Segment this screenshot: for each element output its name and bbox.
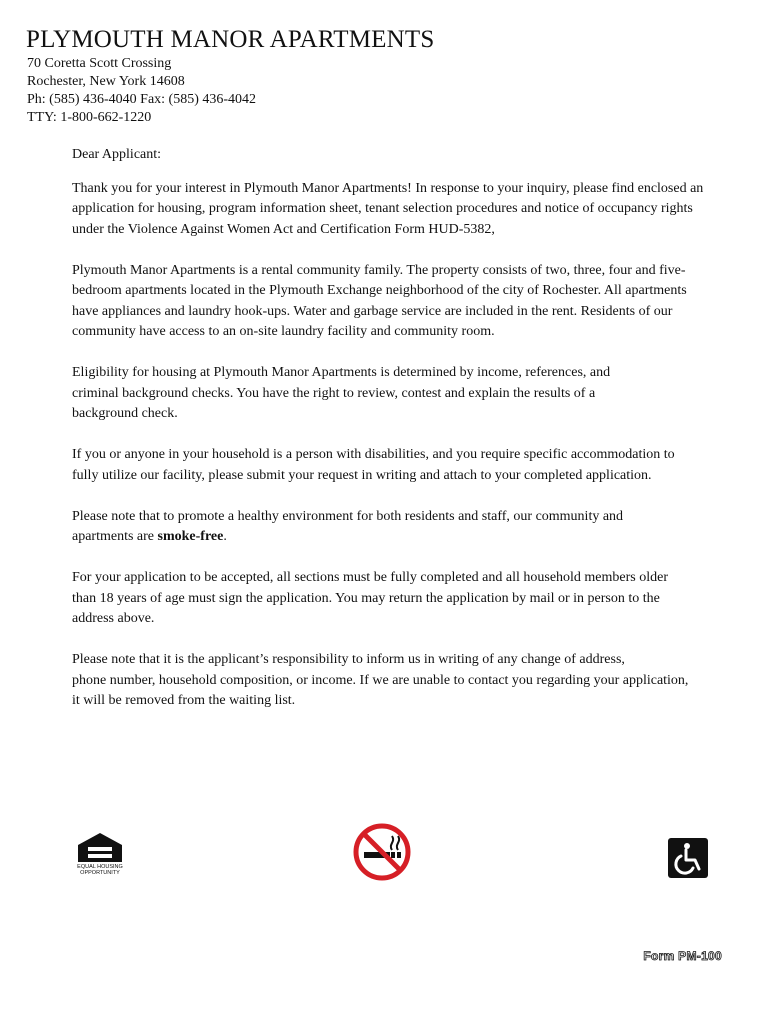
paragraph-line: Please note that to promote a healthy environment for both residents and staff, our community and — [72, 508, 624, 524]
city-state-zip: Rochester, New York 14608 — [27, 74, 185, 89]
paragraph-line: criminal background checks. You have the right to review, contest and explain the results of a — [72, 385, 596, 401]
paragraph-line: community have access to an on-site laundry facility and community room. — [72, 324, 495, 339]
smoke-free-emphasis: smoke-free — [157, 529, 224, 544]
salutation: Dear Applicant: — [72, 147, 162, 162]
paragraph-line: than 18 years of age must sign the application. You may return the application by mail or in person to the — [72, 590, 660, 606]
paragraph-intro — [72, 179, 762, 241]
paragraph-line: have appliances and laundry hook-ups. Water and garbage service are included in the rent. Residents of our — [72, 303, 673, 319]
paragraph-line: address above. — [72, 611, 155, 626]
paragraph-line — [72, 527, 762, 548]
letter-body — [72, 145, 762, 732]
paragraph-line: For your application to be accepted, all sections must be fully completed and all household members older — [72, 570, 669, 585]
paragraph-line: background check. — [72, 406, 178, 421]
paragraph-line: fully utilize our facility, please submit your request in writing and attach to your completed application. — [72, 467, 652, 483]
address-block — [27, 55, 256, 127]
no-smoking-graphic — [352, 822, 412, 882]
equal-housing-text-line: OPPORTUNITY — [80, 870, 120, 876]
paragraph-line: Please note that it is the applicant’s responsibility to inform us in writing of any change of address, — [72, 652, 625, 667]
paragraph-line: application for housing, program information sheet, tenant selection procedures and notice of occupancy rights — [72, 201, 693, 216]
equal-housing-text-line: EQUAL HOUSING — [77, 864, 123, 870]
smoke-free-suffix: . — [223, 529, 227, 544]
paragraph-accommodation — [72, 445, 762, 486]
phone-fax: Ph: (585) 436-4040 Fax: (585) 436-4042 — [27, 92, 257, 107]
paragraph-changes — [72, 650, 762, 712]
accessibility-graphic — [668, 838, 708, 878]
equal-housing-logo-graphic — [72, 830, 128, 876]
paragraph-line: Plymouth Manor Apartments is a rental community family. The property consists of two, three, four and five- — [72, 262, 686, 278]
paragraph-property — [72, 261, 762, 343]
paragraph-smoke-free — [72, 507, 762, 548]
wheelchair-accessibility-icon — [668, 838, 708, 878]
no-smoking-icon — [352, 822, 412, 882]
smoke-free-prefix: apartments are — [72, 529, 158, 544]
paragraph-line: bedroom apartments located in the Plymouth Exchange neighborhood of the city of Rochester. All apartments — [72, 283, 687, 298]
paragraph-line: Eligibility for housing at Plymouth Manor Apartments is determined by income, references, and — [72, 365, 611, 380]
paragraph-eligibility — [72, 363, 762, 425]
paragraph-requirements — [72, 568, 762, 630]
paragraph-line: phone number, household composition, or income. If we are unable to contact you regarding your application, — [72, 672, 689, 688]
street-address: 70 Coretta Scott Crossing — [27, 56, 172, 71]
tty-number: TTY: 1-800-662-1220 — [27, 110, 152, 125]
paragraph-line: If you or anyone in your household is a person with disabilities, and you require specific accommodation to — [72, 447, 675, 462]
organization-title: PLYMOUTH MANOR APARTMENTS — [26, 26, 435, 53]
paragraph-line: it will be removed from the waiting list. — [72, 693, 296, 708]
paragraph-line: under the Violence Against Women Act and Certification Form HUD-5382, — [72, 221, 495, 237]
equal-housing-logo-icon — [72, 830, 128, 876]
paragraph-line: Thank you for your interest in Plymouth Manor Apartments! In response to your inquiry, please find enclosed an — [72, 180, 704, 196]
form-id-label: Form PM-100 — [643, 949, 722, 963]
